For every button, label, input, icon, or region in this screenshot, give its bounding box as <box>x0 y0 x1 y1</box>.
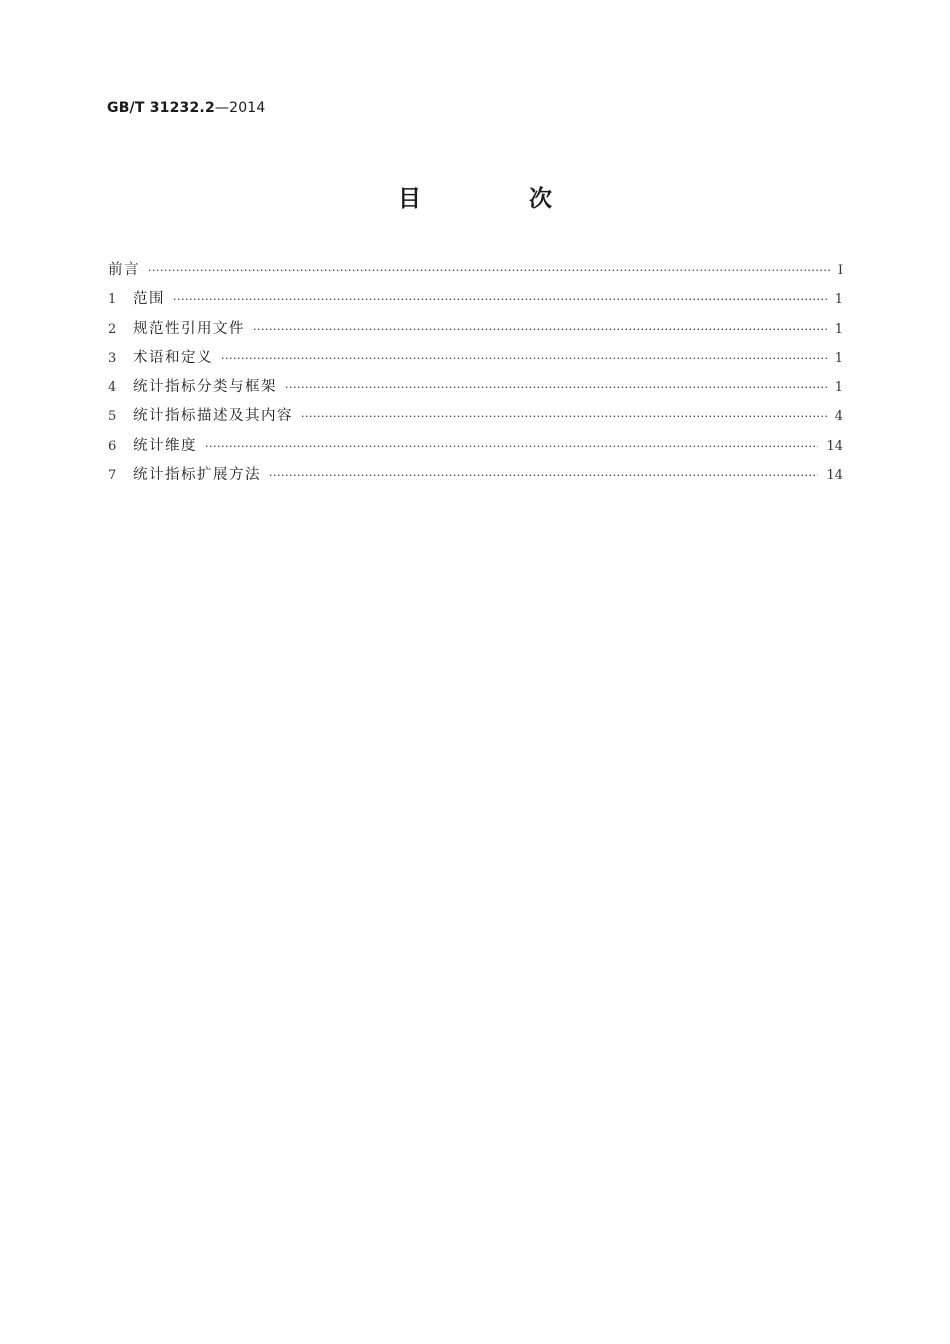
toc-entry-page: 14 <box>826 438 843 454</box>
standard-code: 31232.2 <box>149 100 215 116</box>
toc-entry-title: 统计指标描述及其内容 <box>133 408 293 425</box>
toc-leader-dots <box>148 264 830 277</box>
toc-leader-dots <box>205 440 818 453</box>
toc-entry-foreword[interactable] <box>108 258 843 287</box>
toc-entry-title: 统计维度 <box>133 437 197 454</box>
toc-entry-number: 1 <box>108 292 117 308</box>
toc-entry-title: 规范性引用文件 <box>133 320 245 337</box>
toc-leader-dots <box>269 469 818 482</box>
toc-entry-title: 统计指标分类与框架 <box>133 379 277 396</box>
toc-entry-page: Ⅰ <box>837 263 843 278</box>
toc-entry-title: 统计指标扩展方法 <box>133 467 261 484</box>
toc-entry-number: 3 <box>108 350 117 366</box>
page-title: 目 次 <box>397 186 602 212</box>
toc-entry-page: 1 <box>834 350 843 366</box>
toc-entry-number: 2 <box>108 321 117 337</box>
toc-entry-number: 4 <box>108 380 117 396</box>
toc-entry-page: 1 <box>834 292 843 308</box>
standard-year: —2014 <box>214 100 266 116</box>
toc-leader-dots <box>285 381 827 394</box>
toc-entry-4[interactable] <box>108 375 843 404</box>
toc-entry-7[interactable] <box>108 463 843 492</box>
toc-entry-6[interactable] <box>108 434 843 463</box>
toc-entry-1[interactable] <box>108 287 843 316</box>
toc-entry-page: 1 <box>834 380 843 396</box>
toc-leader-dots <box>253 323 827 336</box>
standard-prefix: GB/T <box>107 100 145 116</box>
toc-leader-dots <box>221 352 827 365</box>
toc-entry-page: 1 <box>834 321 843 337</box>
toc-leader-dots <box>301 410 827 423</box>
toc-entry-page: 14 <box>826 468 843 484</box>
toc-entry-5[interactable] <box>108 404 843 433</box>
toc-entry-number: 6 <box>108 438 117 454</box>
toc-entry-title: 范围 <box>133 291 165 308</box>
toc-leader-dots <box>173 293 827 306</box>
toc-entry-title: 前言 <box>108 262 140 278</box>
toc-entry-number: 7 <box>108 468 117 484</box>
toc-entry-page: 4 <box>834 409 843 425</box>
standard-number <box>107 100 266 116</box>
toc-entry-number: 5 <box>108 409 117 425</box>
table-of-contents <box>108 258 843 492</box>
toc-entry-title: 术语和定义 <box>133 349 213 366</box>
toc-entry-2[interactable] <box>108 317 843 346</box>
toc-entry-3[interactable] <box>108 346 843 375</box>
